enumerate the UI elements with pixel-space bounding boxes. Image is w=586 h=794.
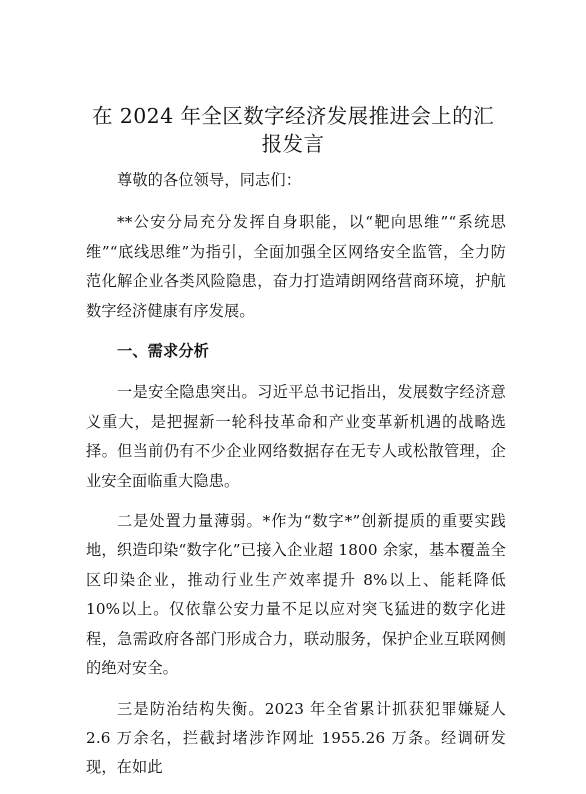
paragraph-security-risks: 一是安全隐患突出。习近平总书记指出，发展数字经济意义重大，是把握新一轮科技革命和产业变革新机遇的战略选择。但当前仍有不少企业网络数据存在无专人或松散管理，企业安全面临重大隐患。 bbox=[86, 383, 506, 490]
intro-paragraph: **公安分局充分发挥自身职能，以“靶向思维”“系统思维”“底线思维”为指引，全面加强全区网络安全监管，全力防范化解企业各类风险隐患，奋力打造靖朗网络营商环境，护航数字经济健康有序发展。 bbox=[86, 213, 506, 320]
greeting: 尊敬的各位领导，同志们： bbox=[117, 171, 302, 189]
paragraph-structure-imbalance: 三是防治结构失衡。2023 年全省累计抓获犯罪嫌疑人 2.6 万余名，拦截封堵涉诈网址 1955.26 万条。经调研发现，在如此 bbox=[86, 699, 506, 777]
document-title: 在 2024 年全区数字经济发展推进会上的汇报发言 bbox=[91, 104, 494, 156]
document-body bbox=[86, 166, 506, 794]
paragraph-weak-forces: 二是处置力量薄弱。*作为“数字*”创新提质的重要实践地，织造印染“数字化”已接入企业超 1800 余家，基本覆盖全区印染企业，推动行业生产效率提升 8%以上、能耗降低 10%以上。仅依靠公安力量不足以应对突飞猛进的数字化进程，急需政府各部门形成合力，联动服务，保护企业互联网侧的绝对安全。 bbox=[86, 512, 506, 678]
section-heading: 一、需求分析 bbox=[117, 342, 210, 361]
